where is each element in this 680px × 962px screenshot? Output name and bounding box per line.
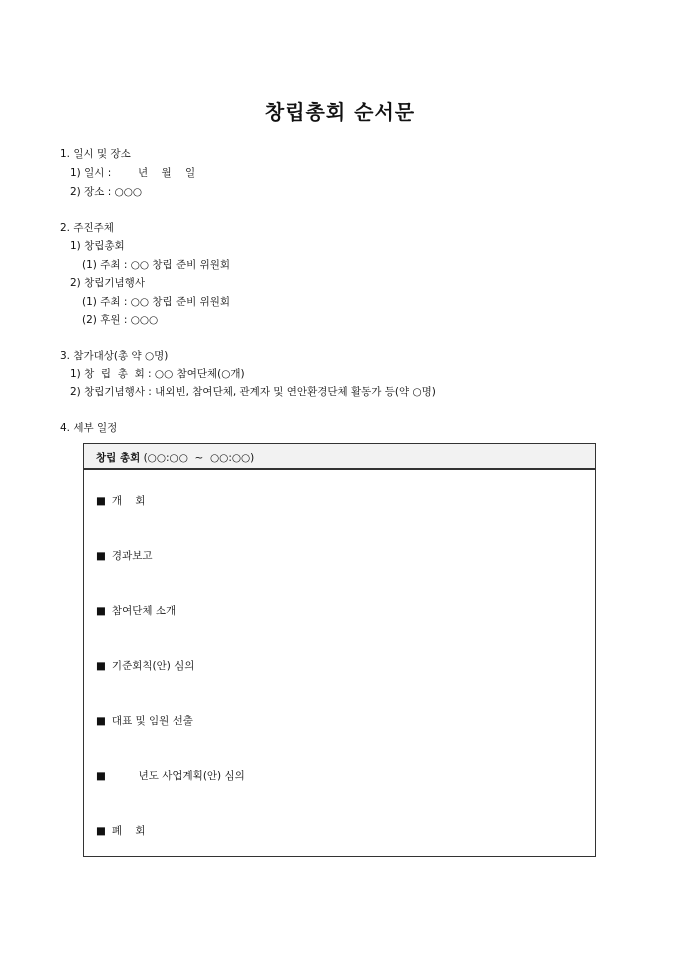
section-1-item-date: 1) 일시 : 년 월 일 xyxy=(70,167,196,179)
page-title: 창립총회 순서문 xyxy=(264,100,416,124)
schedule-item-introduction xyxy=(96,604,176,618)
bullet-square-icon: ■ xyxy=(96,715,106,727)
schedule-item-business-plan xyxy=(96,769,245,783)
section-3-item-general-meeting: 1) 창 립 총 회 : ○○ 참여단체(○개) xyxy=(70,368,245,380)
schedule-item-progress-report xyxy=(96,549,153,563)
section-2-item-general-meeting: 1) 창립총회 xyxy=(70,240,125,252)
schedule-header-time: (○○:○○ ~ ○○:○○) xyxy=(140,452,255,464)
section-2-heading: 2. 주진주체 xyxy=(60,222,114,234)
section-3-item-ceremony: 2) 창립기념행사 : 내외빈, 참여단체, 관계자 및 연안환경단체 활동가 등(약 ○명) xyxy=(70,386,436,398)
schedule-item-label: 개 회 xyxy=(111,495,146,507)
section-1-item-place: 2) 장소 : ○○○ xyxy=(70,186,143,198)
bullet-square-icon: ■ xyxy=(96,770,106,782)
schedule-item-label: 참여단체 소개 xyxy=(111,605,177,617)
schedule-item-label: 대표 및 임원 선출 xyxy=(111,715,193,727)
bullet-square-icon: ■ xyxy=(96,605,106,617)
schedule-item-label: 경과보고 xyxy=(111,550,153,562)
schedule-item-bylaws xyxy=(96,659,194,673)
bullet-square-icon: ■ xyxy=(96,495,106,507)
bullet-square-icon: ■ xyxy=(96,660,106,672)
schedule-header-text xyxy=(96,450,254,465)
section-2-item-organizer-1: (1) 주최 : ○○ 창립 준비 위원회 xyxy=(82,259,231,271)
schedule-item-label: 기준회칙(안) 심의 xyxy=(111,660,195,672)
section-4-heading: 4. 세부 일정 xyxy=(60,422,118,434)
schedule-box xyxy=(83,443,596,857)
section-2-item-organizer-2: (1) 주최 : ○○ 창립 준비 위원회 xyxy=(82,296,231,308)
schedule-item-opening xyxy=(96,494,146,508)
section-2-item-ceremony: 2) 창립기념행사 xyxy=(70,277,145,289)
schedule-header xyxy=(84,444,595,470)
section-3-heading: 3. 참가대상(총 약 ○명) xyxy=(60,350,169,362)
section-2-item-sponsor: (2) 후원 : ○○○ xyxy=(82,314,159,326)
schedule-item-label: 년도 사업계획(안) 심의 xyxy=(111,770,245,782)
bullet-square-icon: ■ xyxy=(96,825,106,837)
bullet-square-icon: ■ xyxy=(96,550,106,562)
schedule-item-label: 폐 회 xyxy=(111,825,146,837)
section-1-heading: 1. 일시 및 장소 xyxy=(60,148,131,160)
schedule-item-closing xyxy=(96,824,146,838)
schedule-header-title: 창립 총회 xyxy=(96,452,141,464)
schedule-item-election xyxy=(96,714,193,728)
